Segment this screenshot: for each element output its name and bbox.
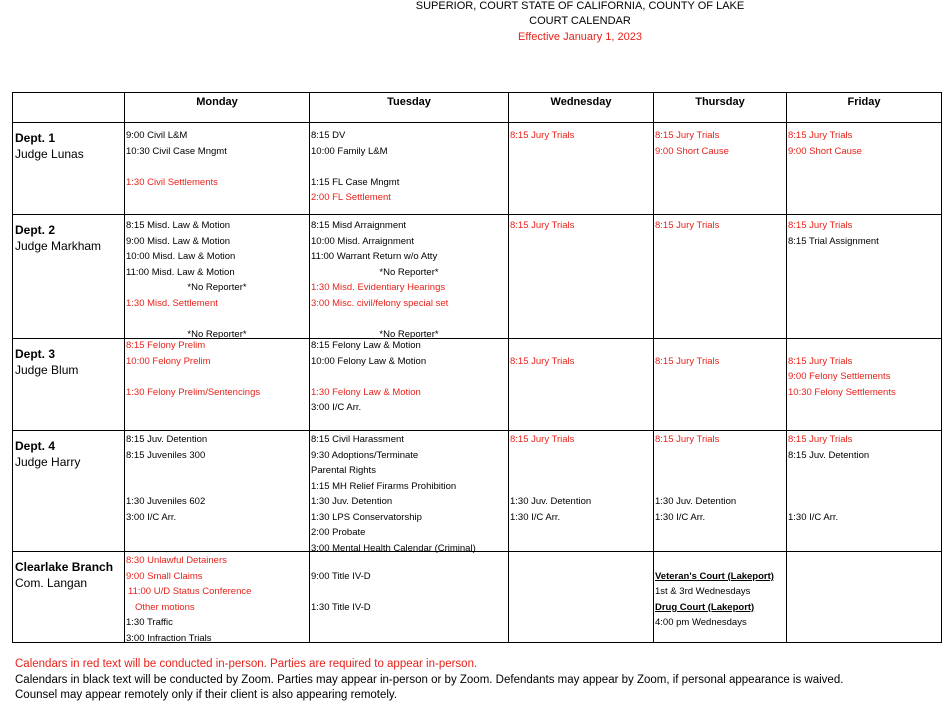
calendar-entry: 8:15 Jury Trials bbox=[788, 220, 853, 232]
schedule-cell-thursday bbox=[654, 123, 787, 215]
schedule-cell-friday bbox=[787, 551, 942, 642]
court-program-heading: Drug Court (Lakeport) bbox=[655, 601, 755, 613]
calendar-entry: 9:00 Short Cause bbox=[655, 146, 729, 157]
calendar-entry: 8:15 DV bbox=[311, 130, 346, 141]
department-cell bbox=[13, 215, 125, 339]
calendar-entry: 1st & 3rd Wednesdays bbox=[655, 585, 751, 597]
calendar-entry: 8:15 Jury Trials bbox=[510, 356, 575, 368]
footer-zoom-note: Calendars in black text will be conducted by Zoom. Parties may appear in-person or by Zoom. Defendants may appear by Zoom, if personal appearance is waived. bbox=[15, 674, 844, 686]
schedule-cell-monday bbox=[125, 430, 310, 551]
schedule-cell-friday bbox=[787, 339, 942, 430]
reporter-note: *No Reporter* bbox=[379, 267, 439, 279]
schedule-cell-thursday bbox=[654, 215, 787, 339]
calendar-entry: 2:00 FL Settlement bbox=[311, 192, 391, 203]
calendar-entry: 4:00 pm Wednesdays bbox=[655, 616, 747, 628]
calendar-entry: 1:30 Juv. Detention bbox=[655, 495, 737, 507]
day-header-monday: Monday bbox=[125, 93, 310, 123]
reporter-note: *No Reporter* bbox=[187, 282, 247, 294]
calendar-entry: 1:30 Civil Settlements bbox=[126, 177, 218, 188]
calendar-entry: 11:00 Misd. Law & Motion bbox=[126, 267, 235, 279]
calendar-entry: 8:15 Felony Law & Motion bbox=[311, 340, 421, 352]
calendar-entry: 9:00 Felony Settlements bbox=[788, 371, 891, 383]
schedule-cell-monday bbox=[125, 123, 310, 215]
calendar-entry: 8:15 Misd Arraignment bbox=[311, 220, 407, 232]
department-name: Dept. 4 bbox=[15, 438, 56, 453]
calendar-entry: 1:30 Misd. Evidentiary Hearings bbox=[311, 282, 446, 294]
schedule-cell-monday bbox=[125, 215, 310, 339]
calendar-entry: 1:15 MH Relief Firarms Prohibition bbox=[311, 480, 457, 492]
calendar-entry: 3:00 Mental Health Calendar (Criminal) bbox=[311, 542, 476, 554]
calendar-entry: 3:00 Misc. civil/felony special set bbox=[311, 298, 449, 310]
calendar-entry: 8:15 Jury Trials bbox=[788, 433, 853, 445]
day-header-row bbox=[13, 93, 942, 123]
department-cell bbox=[13, 123, 125, 215]
footer-counsel-note: Counsel may appear remotely only if their client is also appearing remotely. bbox=[15, 689, 398, 701]
judge-name: Judge Lunas bbox=[15, 147, 84, 161]
schedule-cell-wednesday bbox=[509, 551, 654, 642]
calendar-entry: 9:00 Title IV-D bbox=[311, 570, 371, 582]
calendar-entry: 1:30 Juv. Detention bbox=[311, 495, 393, 507]
day-header-friday: Friday bbox=[787, 93, 942, 123]
calendar-title: COURT CALENDAR bbox=[529, 15, 631, 27]
department-name: Dept. 1 bbox=[15, 131, 56, 145]
effective-date-text: Effective January 1, 2023 bbox=[518, 31, 642, 43]
calendar-entry: 8:15 Juv. Detention bbox=[126, 433, 208, 445]
calendar-entry: 11:00 U/D Status Conference bbox=[128, 585, 252, 597]
calendar-entry: 9:00 Short Cause bbox=[788, 146, 862, 157]
schedule-cell-monday bbox=[125, 551, 310, 642]
court-program-heading: Veteran's Court (Lakeport) bbox=[655, 570, 774, 582]
department-cell bbox=[13, 339, 125, 430]
calendar-entry: 8:15 Civil Harassment bbox=[311, 433, 404, 445]
reporter-note: *No Reporter* bbox=[187, 329, 247, 341]
schedule-cell-friday bbox=[787, 123, 942, 215]
calendar-entry: 8:15 Jury Trials bbox=[655, 356, 720, 368]
schedule-cell-friday bbox=[787, 215, 942, 339]
judge-name: Judge Markham bbox=[15, 239, 102, 254]
department-name: Dept. 2 bbox=[15, 223, 56, 238]
calendar-entry: 8:15 Trial Assignment bbox=[788, 236, 879, 248]
day-header-tuesday: Tuesday bbox=[310, 93, 509, 123]
calendar-entry: 8:15 Jury Trials bbox=[510, 220, 575, 232]
schedule-cell-thursday bbox=[654, 430, 787, 551]
calendar-entry: 1:30 Traffic bbox=[126, 616, 173, 628]
calendar-entry: 8:15 Jury Trials bbox=[510, 130, 575, 141]
calendar-entry: 1:30 I/C Arr. bbox=[655, 511, 706, 523]
calendar-entry: 1:30 LPS Conservatorship bbox=[311, 511, 422, 523]
calendar-entry: 10:00 Misd. Arraignment bbox=[311, 236, 414, 248]
calendar-entry: Other motions bbox=[135, 601, 195, 613]
calendar-entry: 10:00 Family L&M bbox=[311, 146, 388, 157]
schedule-cell-tuesday bbox=[310, 551, 509, 642]
calendar-entry: 2:00 Probate bbox=[311, 526, 366, 538]
schedule-cell-tuesday bbox=[310, 430, 509, 554]
calendar-entry: 9:00 Civil L&M bbox=[126, 130, 188, 141]
calendar-entry: 1:15 FL Case Mngmt bbox=[311, 177, 400, 188]
calendar-entry: 8:15 Jury Trials bbox=[510, 433, 575, 445]
day-header-thursday: Thursday bbox=[654, 93, 787, 123]
calendar-entry: 8:30 Unlawful Detainers bbox=[126, 554, 227, 566]
calendar-entry: 10:30 Felony Settlements bbox=[788, 387, 896, 399]
calendar-entry: 1:30 Misd. Settlement bbox=[126, 298, 218, 310]
department-name: Clearlake Branch bbox=[15, 559, 114, 574]
judge-name: Judge Harry bbox=[15, 454, 81, 469]
calendar-entry: 8:15 Felony Prelim bbox=[126, 340, 206, 352]
calendar-entry: 1:30 Felony Prelim/Sentencings bbox=[126, 387, 261, 399]
calendar-entry: 9:00 Misd. Law & Motion bbox=[126, 236, 231, 248]
footer-in-person-note: Calendars in red text will be conducted in-person. Parties are required to appear in-person. bbox=[15, 658, 478, 670]
department-name: Dept. 3 bbox=[15, 347, 56, 362]
schedule-cell-tuesday bbox=[310, 339, 509, 430]
calendar-entry: 9:30 Adoptions/Terminate bbox=[311, 449, 419, 461]
court-name: SUPERIOR, COURT STATE OF CALIFORNIA, COUNTY OF LAKE bbox=[415, 0, 745, 12]
calendar-entry: 8:15 Jury Trials bbox=[655, 130, 720, 141]
calendar-entry: 1:30 I/C Arr. bbox=[510, 511, 561, 523]
calendar-entry: 8:15 Jury Trials bbox=[655, 433, 720, 445]
judge-name: Com. Langan bbox=[15, 575, 88, 590]
schedule-cell-thursday bbox=[654, 551, 787, 642]
calendar-entry: Parental Rights bbox=[311, 464, 376, 476]
calendar-entry: 11:00 Warrant Return w/o Atty bbox=[311, 251, 438, 263]
schedule-cell-wednesday bbox=[509, 215, 654, 339]
calendar-entry: 8:15 Jury Trials bbox=[788, 130, 853, 141]
schedule-cell-friday bbox=[787, 430, 942, 551]
day-header-wednesday: Wednesday bbox=[509, 93, 654, 123]
calendar-entry: 3:00 I/C Arr. bbox=[311, 402, 362, 414]
calendar-entry: 1:30 Title IV-D bbox=[311, 601, 371, 613]
calendar-entry: 10:00 Misd. Law & Motion bbox=[126, 251, 236, 263]
schedule-cell-tuesday bbox=[310, 215, 509, 339]
calendar-entry: 3:00 Infraction Trials bbox=[126, 632, 212, 644]
calendar-entry: 9:00 Small Claims bbox=[126, 570, 203, 582]
effective-date bbox=[0, 30, 950, 45]
calendar-entry: 8:15 Jury Trials bbox=[788, 356, 853, 368]
calendar-entry: 10:00 Felony Prelim bbox=[126, 356, 211, 368]
calendar-entry: 1:30 Juveniles 602 bbox=[126, 495, 206, 507]
court-calendar-table bbox=[12, 92, 942, 643]
calendar-entry: 1:30 Juv. Detention bbox=[510, 495, 592, 507]
calendar-entry: 10:00 Felony Law & Motion bbox=[311, 356, 427, 368]
corner-cell bbox=[13, 93, 125, 123]
calendar-row bbox=[13, 215, 942, 339]
calendar-entry: 10:30 Civil Case Mngmt bbox=[126, 146, 227, 157]
calendar-entry: 3:00 I/C Arr. bbox=[126, 511, 177, 523]
calendar-entry: 8:15 Juveniles 300 bbox=[126, 449, 206, 461]
reporter-note: *No Reporter* bbox=[379, 329, 439, 341]
calendar-entry: 1:30 I/C Arr. bbox=[788, 511, 839, 523]
calendar-row bbox=[13, 430, 942, 551]
calendar-entry: 8:15 Juv. Detention bbox=[788, 449, 870, 461]
calendar-row bbox=[13, 551, 942, 642]
department-cell bbox=[13, 430, 125, 551]
judge-name: Judge Blum bbox=[15, 363, 79, 378]
calendar-entry: 1:30 Felony Law & Motion bbox=[311, 387, 421, 399]
schedule-cell-thursday bbox=[654, 339, 787, 430]
calendar-row bbox=[13, 339, 942, 430]
department-cell bbox=[13, 551, 125, 642]
calendar-row bbox=[13, 123, 942, 215]
calendar-entry: 8:15 Jury Trials bbox=[655, 220, 720, 232]
schedule-cell-wednesday bbox=[509, 430, 654, 551]
calendar-entry: 8:15 Misd. Law & Motion bbox=[126, 220, 231, 232]
schedule-cell-wednesday bbox=[509, 339, 654, 430]
schedule-cell-monday bbox=[125, 339, 310, 430]
schedule-cell-wednesday bbox=[509, 123, 654, 215]
schedule-cell-tuesday bbox=[310, 123, 509, 215]
